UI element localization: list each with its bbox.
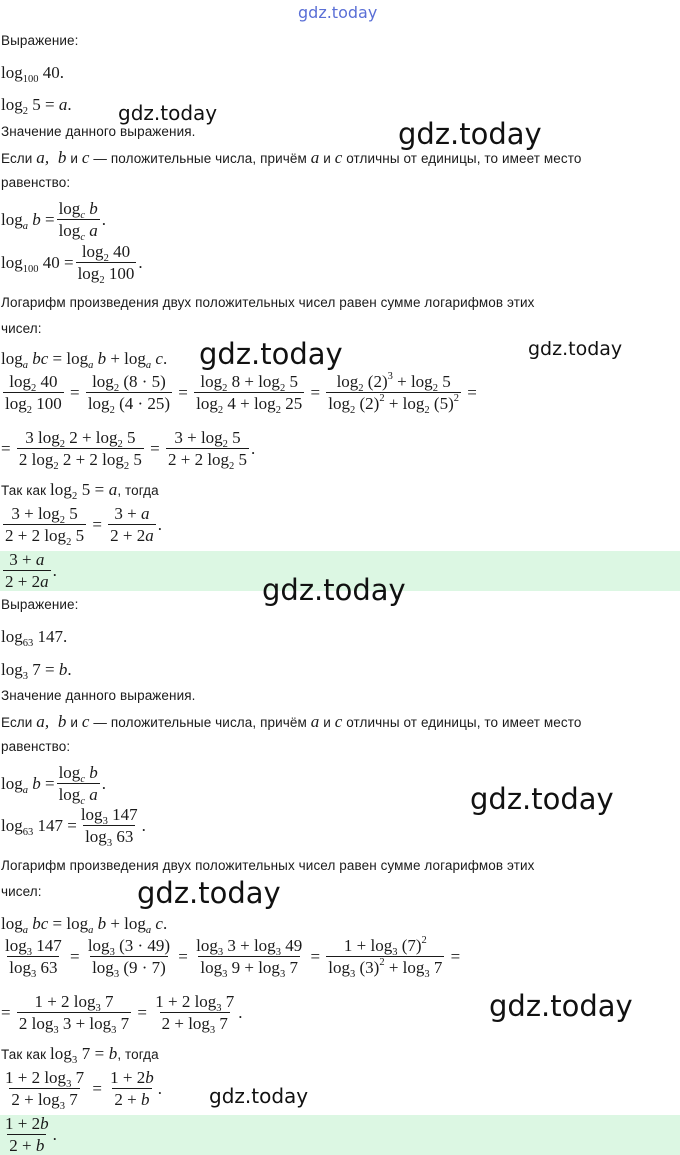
math-given-condition: $\log_2 5 = a$. bbox=[1, 95, 72, 117]
base-change-condition: Если a, b и c — положительные числа, причём a и c отличны от единицы, то имеет место bbox=[1, 712, 582, 731]
math-transform-line1: $\frac{\log_2 40}{\log_2 100}$ = $\frac{\log_2 (8 \cdot 5)}{\log_2 (4 \cdot 25)}$ = $\frac{\log_2 8 + \log_2 5}{\log_2 4 + \log_2 25}$ = $\frac{\log_2 (2)^3 + \log_2 5}{\log_2 (2)^2 + \log_2 (5)^2}$ = bbox=[5, 371, 477, 416]
log-product-rule-line1: Логарифм произведения двух положительных чисел равен сумме логарифмов этих bbox=[1, 858, 535, 873]
value-label: Значение данного выражения. bbox=[1, 124, 196, 139]
answer-highlight bbox=[0, 1115, 680, 1155]
watermark: gdz.today bbox=[262, 573, 406, 607]
math-transform-line1: $\frac{\log_3 147}{\log_3 63}$ = $\frac{\log_3 (3 \cdot 49)}{\log_3 (9 \cdot 7)}$ = $\frac{\log_3 3 + \log_3 49}{\log_3 9 + \log_3 7}$ = $\frac{1 + \log_3 (7)^2}{\log_3 (3)^2 + \log_3 7}$ = bbox=[5, 935, 461, 980]
math-transform-line2: = $\frac{3 \log_2 2 + \log_2 5}{2 \log_2 2 + 2 \log_2 5}$ = $\frac{3 + \log_2 5}{2 + 2 \log_2 5}$ . bbox=[1, 428, 256, 472]
watermark: gdz.today bbox=[209, 1084, 309, 1108]
math-base-change-formula: $\log_a b$ = $\frac{\log_c b}{\log_c a}$ . bbox=[1, 763, 106, 807]
equality-label: равенство: bbox=[1, 175, 71, 190]
since-line: Так как $\log_2 5 = a$, тогда bbox=[1, 480, 159, 502]
watermark: gdz.today bbox=[137, 876, 281, 910]
math-substitution: $\frac{1 + 2 \log_3 7}{2 + \log_3 7}$ = $\frac{1 + 2b}{2 + b}$ . bbox=[5, 1068, 162, 1112]
expression-label: Выражение: bbox=[1, 33, 79, 48]
math-log-product-formula: $\log_a$ bc = $\log_a b + \log_a c$. bbox=[1, 349, 168, 371]
since-line: Так как $\log_3 7 = b$, тогда bbox=[1, 1044, 159, 1066]
math-answer: $\frac{1 + 2b}{2 + b}$ . bbox=[5, 1114, 57, 1155]
base-change-condition: Если a, b и c — положительные числа, причём a и c отличны от единицы, то имеет место bbox=[1, 148, 582, 167]
watermark: gdz.today bbox=[470, 782, 614, 816]
math-given-condition: $\log_3 7 = b$. bbox=[1, 660, 72, 682]
math-given-expression: $\log_{100} 40$. bbox=[1, 63, 64, 85]
math-substitution: $\frac{3 + \log_2 5}{2 + 2 \log_2 5}$ = $\frac{3 + a}{2 + 2a}$ . bbox=[5, 504, 162, 548]
equality-label: равенство: bbox=[1, 739, 71, 754]
log-product-rule-line1: Логарифм произведения двух положительных чисел равен сумме логарифмов этих bbox=[1, 295, 535, 310]
watermark-top: gdz.today bbox=[298, 3, 378, 22]
math-given-expression: $\log_{63} 147$. bbox=[1, 627, 68, 649]
expression-label: Выражение: bbox=[1, 597, 79, 612]
log-product-rule-line2: чисел: bbox=[1, 884, 42, 899]
math-answer: $\frac{3 + a}{2 + 2a}$ . bbox=[5, 550, 57, 591]
watermark: gdz.today bbox=[528, 338, 623, 360]
math-log-product-formula: $\log_a$ bc = $\log_a b + \log_a c$. bbox=[1, 914, 168, 936]
watermark: gdz.today bbox=[489, 989, 633, 1023]
math-transform-line2: = $\frac{1 + 2 \log_3 7}{2 \log_3 3 + \log_3 7}$ = $\frac{1 + 2 \log_3 7}{2 + \log_3 7}$ . bbox=[1, 992, 243, 1036]
math-base-change-applied: $\log_{63} 147$ = $\frac{\log_3 147}{\log_3 63}$ . bbox=[1, 805, 146, 849]
watermark: gdz.today bbox=[398, 117, 542, 151]
log-product-rule-line2: чисел: bbox=[1, 321, 42, 336]
value-label: Значение данного выражения. bbox=[1, 688, 196, 703]
math-base-change-applied: $\log_{100} 40$ = $\frac{\log_2 40}{\log_2 100}$ . bbox=[1, 242, 143, 286]
watermark: gdz.today bbox=[118, 101, 218, 125]
math-base-change-formula: $\log_a b$ = $\frac{\log_c b}{\log_c a}$ . bbox=[1, 199, 106, 243]
watermark: gdz.today bbox=[199, 337, 343, 371]
